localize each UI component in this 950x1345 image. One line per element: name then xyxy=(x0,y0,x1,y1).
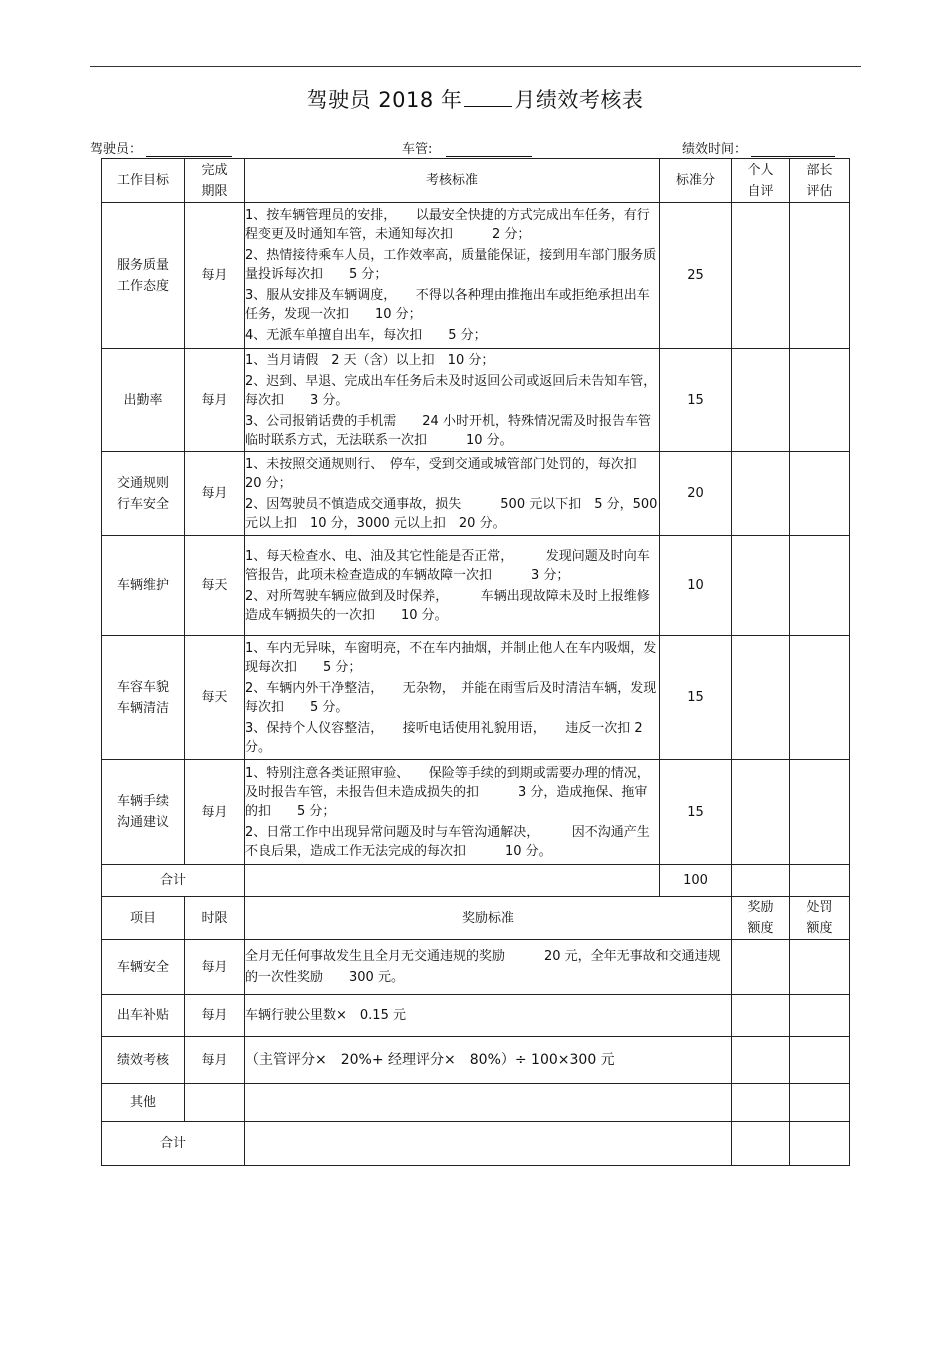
row-dept-eval-cell[interactable] xyxy=(790,536,850,636)
subtotal-label: 合计 xyxy=(102,865,245,897)
row-self-eval-cell[interactable] xyxy=(732,349,790,452)
row-dept-eval-cell[interactable] xyxy=(790,636,850,760)
row-score: 10 xyxy=(660,536,732,636)
row-score: 15 xyxy=(660,636,732,760)
driver-field xyxy=(90,138,232,157)
reward-item: 其他 xyxy=(102,1084,185,1122)
subtotal-dept-eval-cell[interactable] xyxy=(790,865,850,897)
row-criteria: 1、特别注意各类证照审验、 保险等手续的到期或需要办理的情况，及时报告车管，未报告但未造成损失的扣 3 分，造成拖保、拖审的扣 5 分； 2、日常工作中出现异常问题及时与车管沟通解决， 因不沟通产生不良后果，造成工作无法完成的每次扣 10 分。 xyxy=(245,760,660,865)
manager-blank[interactable] xyxy=(446,142,532,157)
row-criteria: 1、车内无异味，车窗明亮，不在车内抽烟，并制止他人在车内吸烟，发现每次扣 5 分； 2、车辆内外干净整洁， 无杂物， 并能在雨雪后及时清洁车辆，发现每次扣 5 分。 3、保持个人仪容整洁， 接听电话使用礼貌用语， 违反一次扣 2 分。 xyxy=(245,636,660,760)
row-deadline: 每月 xyxy=(185,203,245,349)
reward-item: 车辆安全 xyxy=(102,940,185,995)
header-deadline: 完成 期限 xyxy=(185,159,245,203)
reward-item: 出车补贴 xyxy=(102,995,185,1037)
period-field xyxy=(682,138,835,157)
row-self-eval-cell[interactable] xyxy=(732,536,790,636)
subtotal-score: 100 xyxy=(660,865,732,897)
manager-label: 车管: xyxy=(402,142,433,157)
reward-header-deadline: 时限 xyxy=(185,897,245,940)
row-deadline: 每天 xyxy=(185,636,245,760)
row-dept-eval-cell[interactable] xyxy=(790,203,850,349)
total-criteria-cell[interactable] xyxy=(245,1122,732,1166)
reward-header-row xyxy=(102,897,850,940)
reward-header-item: 项目 xyxy=(102,897,185,940)
table-row xyxy=(102,452,850,536)
row-score: 20 xyxy=(660,452,732,536)
total-reward-cell[interactable] xyxy=(732,1122,790,1166)
row-criteria: 1、未按照交通规则行、 停车，受到交通或城管部门处罚的，每次扣 20 分； 2、因驾驶员不慎造成交通事故，损失 500 元以下扣 5 分，500 元以上扣 10 分，3000 元以上扣 20 分。 xyxy=(245,452,660,536)
period-blank[interactable] xyxy=(751,142,835,157)
row-score: 15 xyxy=(660,349,732,452)
row-goal: 车辆维护 xyxy=(102,536,185,636)
row-criteria: 1、每天检查水、电、油及其它性能是否正常， 发现问题及时向车管报告，此项未检查造成的车辆故障一次扣 3 分； 2、对所驾驶车辆应做到及时保养， 车辆出现故障未及时上报维修造成车辆损失的一次扣 10 分。 xyxy=(245,536,660,636)
title-prefix: 驾驶员 2018 年 xyxy=(306,88,463,112)
row-deadline: 每月 xyxy=(185,349,245,452)
driver-blank[interactable] xyxy=(146,142,232,157)
reward-criteria[interactable] xyxy=(245,1084,732,1122)
header-score: 标准分 xyxy=(660,159,732,203)
reward-header-penalty: 处罚 额度 xyxy=(790,897,850,940)
reward-amount-cell[interactable] xyxy=(732,940,790,995)
row-goal: 车辆手续 沟通建议 xyxy=(102,760,185,865)
period-label: 绩效时间： xyxy=(682,142,748,157)
row-self-eval-cell[interactable] xyxy=(732,760,790,865)
subtotal-criteria-cell xyxy=(245,865,660,897)
row-goal: 车容车貌 车辆清洁 xyxy=(102,636,185,760)
reward-header-reward: 奖励 额度 xyxy=(732,897,790,940)
subtotal-self-eval-cell[interactable] xyxy=(732,865,790,897)
row-deadline: 每月 xyxy=(185,760,245,865)
reward-deadline: 每月 xyxy=(185,940,245,995)
total-penalty-cell[interactable] xyxy=(790,1122,850,1166)
reward-item: 绩效考核 xyxy=(102,1037,185,1084)
reward-row xyxy=(102,1037,850,1084)
total-row xyxy=(102,1122,850,1166)
row-dept-eval-cell[interactable] xyxy=(790,760,850,865)
subtotal-row xyxy=(102,865,850,897)
reward-row xyxy=(102,1084,850,1122)
row-dept-eval-cell[interactable] xyxy=(790,349,850,452)
table-row xyxy=(102,760,850,865)
row-goal: 交通规则 行车安全 xyxy=(102,452,185,536)
row-criteria: 1、按车辆管理员的安排， 以最安全快捷的方式完成出车任务，有行程变更及时通知车管，未通知每次扣 2 分； 2、热情接待乘车人员，工作效率高，质量能保证，接到用车部门服务质量投诉每次扣 5 分； 3、服从安排及车辆调度， 不得以各种理由推拖出车或拒绝承担出车任务，发现一次扣 10 分； 4、无派车单擅自出车，每次扣 5 分； xyxy=(245,203,660,349)
row-score: 15 xyxy=(660,760,732,865)
reward-deadline[interactable] xyxy=(185,1084,245,1122)
header-criteria: 考核标准 xyxy=(245,159,660,203)
reward-amount-cell[interactable] xyxy=(732,995,790,1037)
month-blank[interactable] xyxy=(464,88,512,107)
reward-deadline: 每月 xyxy=(185,995,245,1037)
row-self-eval-cell[interactable] xyxy=(732,636,790,760)
row-self-eval-cell[interactable] xyxy=(732,203,790,349)
row-goal: 服务质量 工作态度 xyxy=(102,203,185,349)
reward-deadline: 每月 xyxy=(185,1037,245,1084)
penalty-amount-cell[interactable] xyxy=(790,940,850,995)
reward-amount-cell[interactable] xyxy=(732,1084,790,1122)
penalty-amount-cell[interactable] xyxy=(790,1084,850,1122)
table-row xyxy=(102,349,850,452)
reward-criteria: 车辆行驶公里数× 0.15 元 xyxy=(245,995,732,1037)
reward-header-criteria: 奖励标准 xyxy=(245,897,732,940)
reward-amount-cell[interactable] xyxy=(732,1037,790,1084)
driver-label: 驾驶员： xyxy=(90,142,143,157)
row-goal: 出勤率 xyxy=(102,349,185,452)
reward-row xyxy=(102,995,850,1037)
table-row xyxy=(102,203,850,349)
total-label: 合计 xyxy=(102,1122,245,1166)
table-row xyxy=(102,536,850,636)
row-deadline: 每月 xyxy=(185,452,245,536)
evaluation-table xyxy=(101,158,850,1166)
top-rule xyxy=(90,66,861,67)
table-row xyxy=(102,636,850,760)
row-dept-eval-cell[interactable] xyxy=(790,452,850,536)
table-header-row xyxy=(102,159,850,203)
row-self-eval-cell[interactable] xyxy=(732,452,790,536)
row-score: 25 xyxy=(660,203,732,349)
row-criteria: 1、当月请假 2 天（含）以上扣 10 分； 2、迟到、早退、完成出车任务后未及时返回公司或返回后未告知车管，每次扣 3 分。 3、公司报销话费的手机需 24 小时开机，特殊情况需及时报告车管临时联系方式，无法联系一次扣 10 分。 xyxy=(245,349,660,452)
header-self-eval: 个人 自评 xyxy=(732,159,790,203)
header-goal: 工作目标 xyxy=(102,159,185,203)
reward-criteria: （主管评分× 20%+ 经理评分× 80%）÷ 100×300 元 xyxy=(245,1037,732,1084)
page-title xyxy=(0,84,950,114)
row-deadline: 每天 xyxy=(185,536,245,636)
header-dept-eval: 部长 评估 xyxy=(790,159,850,203)
reward-criteria: 全月无任何事故发生且全月无交通违规的奖励 20 元，全年无事故和交通违规的一次性奖励 300 元。 xyxy=(245,940,732,995)
reward-row xyxy=(102,940,850,995)
penalty-amount-cell[interactable] xyxy=(790,995,850,1037)
manager-field xyxy=(402,138,532,157)
penalty-amount-cell[interactable] xyxy=(790,1037,850,1084)
title-suffix: 月绩效考核表 xyxy=(514,88,644,112)
